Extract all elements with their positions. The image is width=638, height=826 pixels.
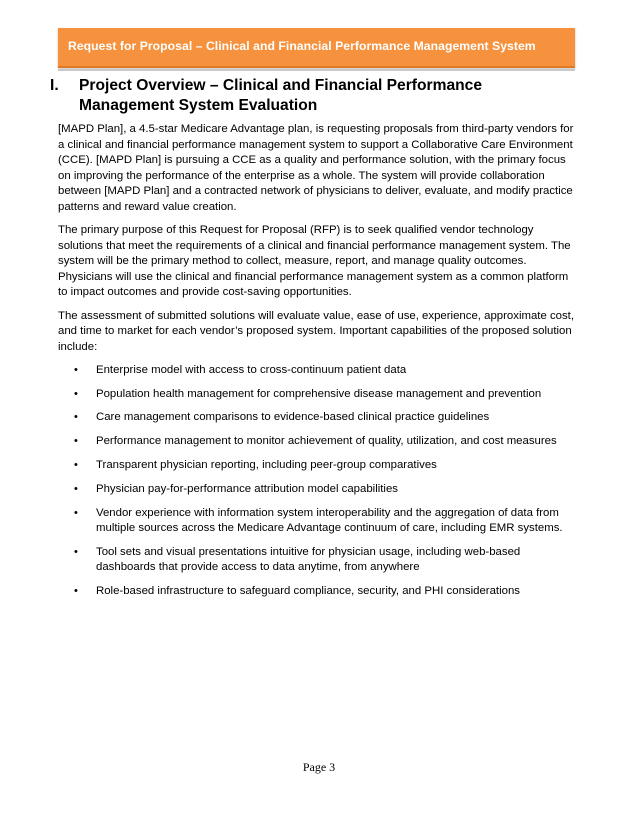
list-item bbox=[58, 387, 580, 403]
paragraph-intro: [MAPD Plan], a 4.5-star Medicare Advantage plan, is requesting proposals from third-party vendors for a clinical and financial performance management system to support a Collaborative Care Environment (CCE). [MAPD Plan] is pursuing a CCE as a quality and performance solution, with the primary focus on improving the performance of the enterprise as a whole. The system will provide collaboration between [MAPD Plan] and a contracted network of physicians to deliver, evaluate, and modify practice patterns and reward value creation. bbox=[58, 123, 574, 213]
list-item-text: Population health management for comprehensive disease management and prevention bbox=[96, 387, 542, 400]
page-number: Page 3 bbox=[302, 760, 336, 774]
section-title: Project Overview – Clinical and Financial Performance Management System Evaluation bbox=[79, 77, 482, 114]
list-item bbox=[58, 506, 580, 537]
bullet-icon: • bbox=[74, 363, 78, 376]
paragraph-purpose: The primary purpose of this Request for Proposal (RFP) is to seek qualified vendor technology solutions that meet the requirements of a clinical and financial performance management system. The system will be the primary method to collect, measure, report, and manage quality outcomes. Physicians will use the clinical and financial performance management system as a common platform to impact outcomes and provide cost-saving opportunities. bbox=[58, 224, 571, 299]
bullet-icon: • bbox=[74, 506, 78, 519]
section-heading bbox=[50, 76, 590, 116]
bullet-icon: • bbox=[74, 411, 78, 424]
list-item-text: Physician pay-for-performance attribution model capabilities bbox=[96, 482, 398, 495]
header-shadow-line bbox=[58, 69, 575, 71]
bullet-icon: • bbox=[74, 387, 78, 400]
paragraph-assessment: The assessment of submitted solutions will evaluate value, ease of use, experience, approximate cost, and time to market for each vendor’s proposed system. Important capabilities of the proposed solution include: bbox=[58, 309, 575, 353]
list-item bbox=[58, 410, 580, 426]
list-item bbox=[58, 363, 580, 379]
list-item-text: Tool sets and visual presentations intuitive for physician usage, including web-based dashboards that provide access to data anytime, from anywhere bbox=[96, 545, 521, 574]
section-title-row bbox=[50, 76, 590, 116]
list-item-text: Performance management to monitor achievement of quality, utilization, and cost measures bbox=[96, 435, 557, 448]
list-item bbox=[58, 482, 580, 498]
list-item-text: Role-based infrastructure to safeguard compliance, security, and PHI considerations bbox=[96, 585, 520, 598]
bullet-icon: • bbox=[74, 435, 78, 448]
document-body bbox=[58, 122, 580, 608]
list-item-text: Enterprise model with access to cross-continuum patient data bbox=[96, 363, 407, 376]
list-item-text: Vendor experience with information system interoperability and the aggregation of data from multiple sources across the Medicare Advantage continuum of care, including EMR systems. bbox=[96, 506, 563, 535]
bullet-icon: • bbox=[74, 585, 78, 598]
section-number: I. bbox=[50, 77, 59, 94]
document-header-title: Request for Proposal – Clinical and Financial Performance Management System bbox=[68, 39, 536, 53]
bullet-icon: • bbox=[74, 482, 78, 495]
bullet-icon: • bbox=[74, 545, 78, 558]
list-item bbox=[58, 434, 580, 450]
list-item bbox=[58, 584, 580, 600]
document-header-banner bbox=[58, 28, 575, 68]
list-item bbox=[58, 458, 580, 474]
list-item bbox=[58, 545, 580, 576]
capabilities-list bbox=[58, 363, 580, 600]
list-item-text: Transparent physician reporting, including peer-group comparatives bbox=[96, 458, 437, 471]
bullet-icon: • bbox=[74, 458, 78, 471]
list-item-text: Care management comparisons to evidence-based clinical practice guidelines bbox=[96, 411, 490, 424]
